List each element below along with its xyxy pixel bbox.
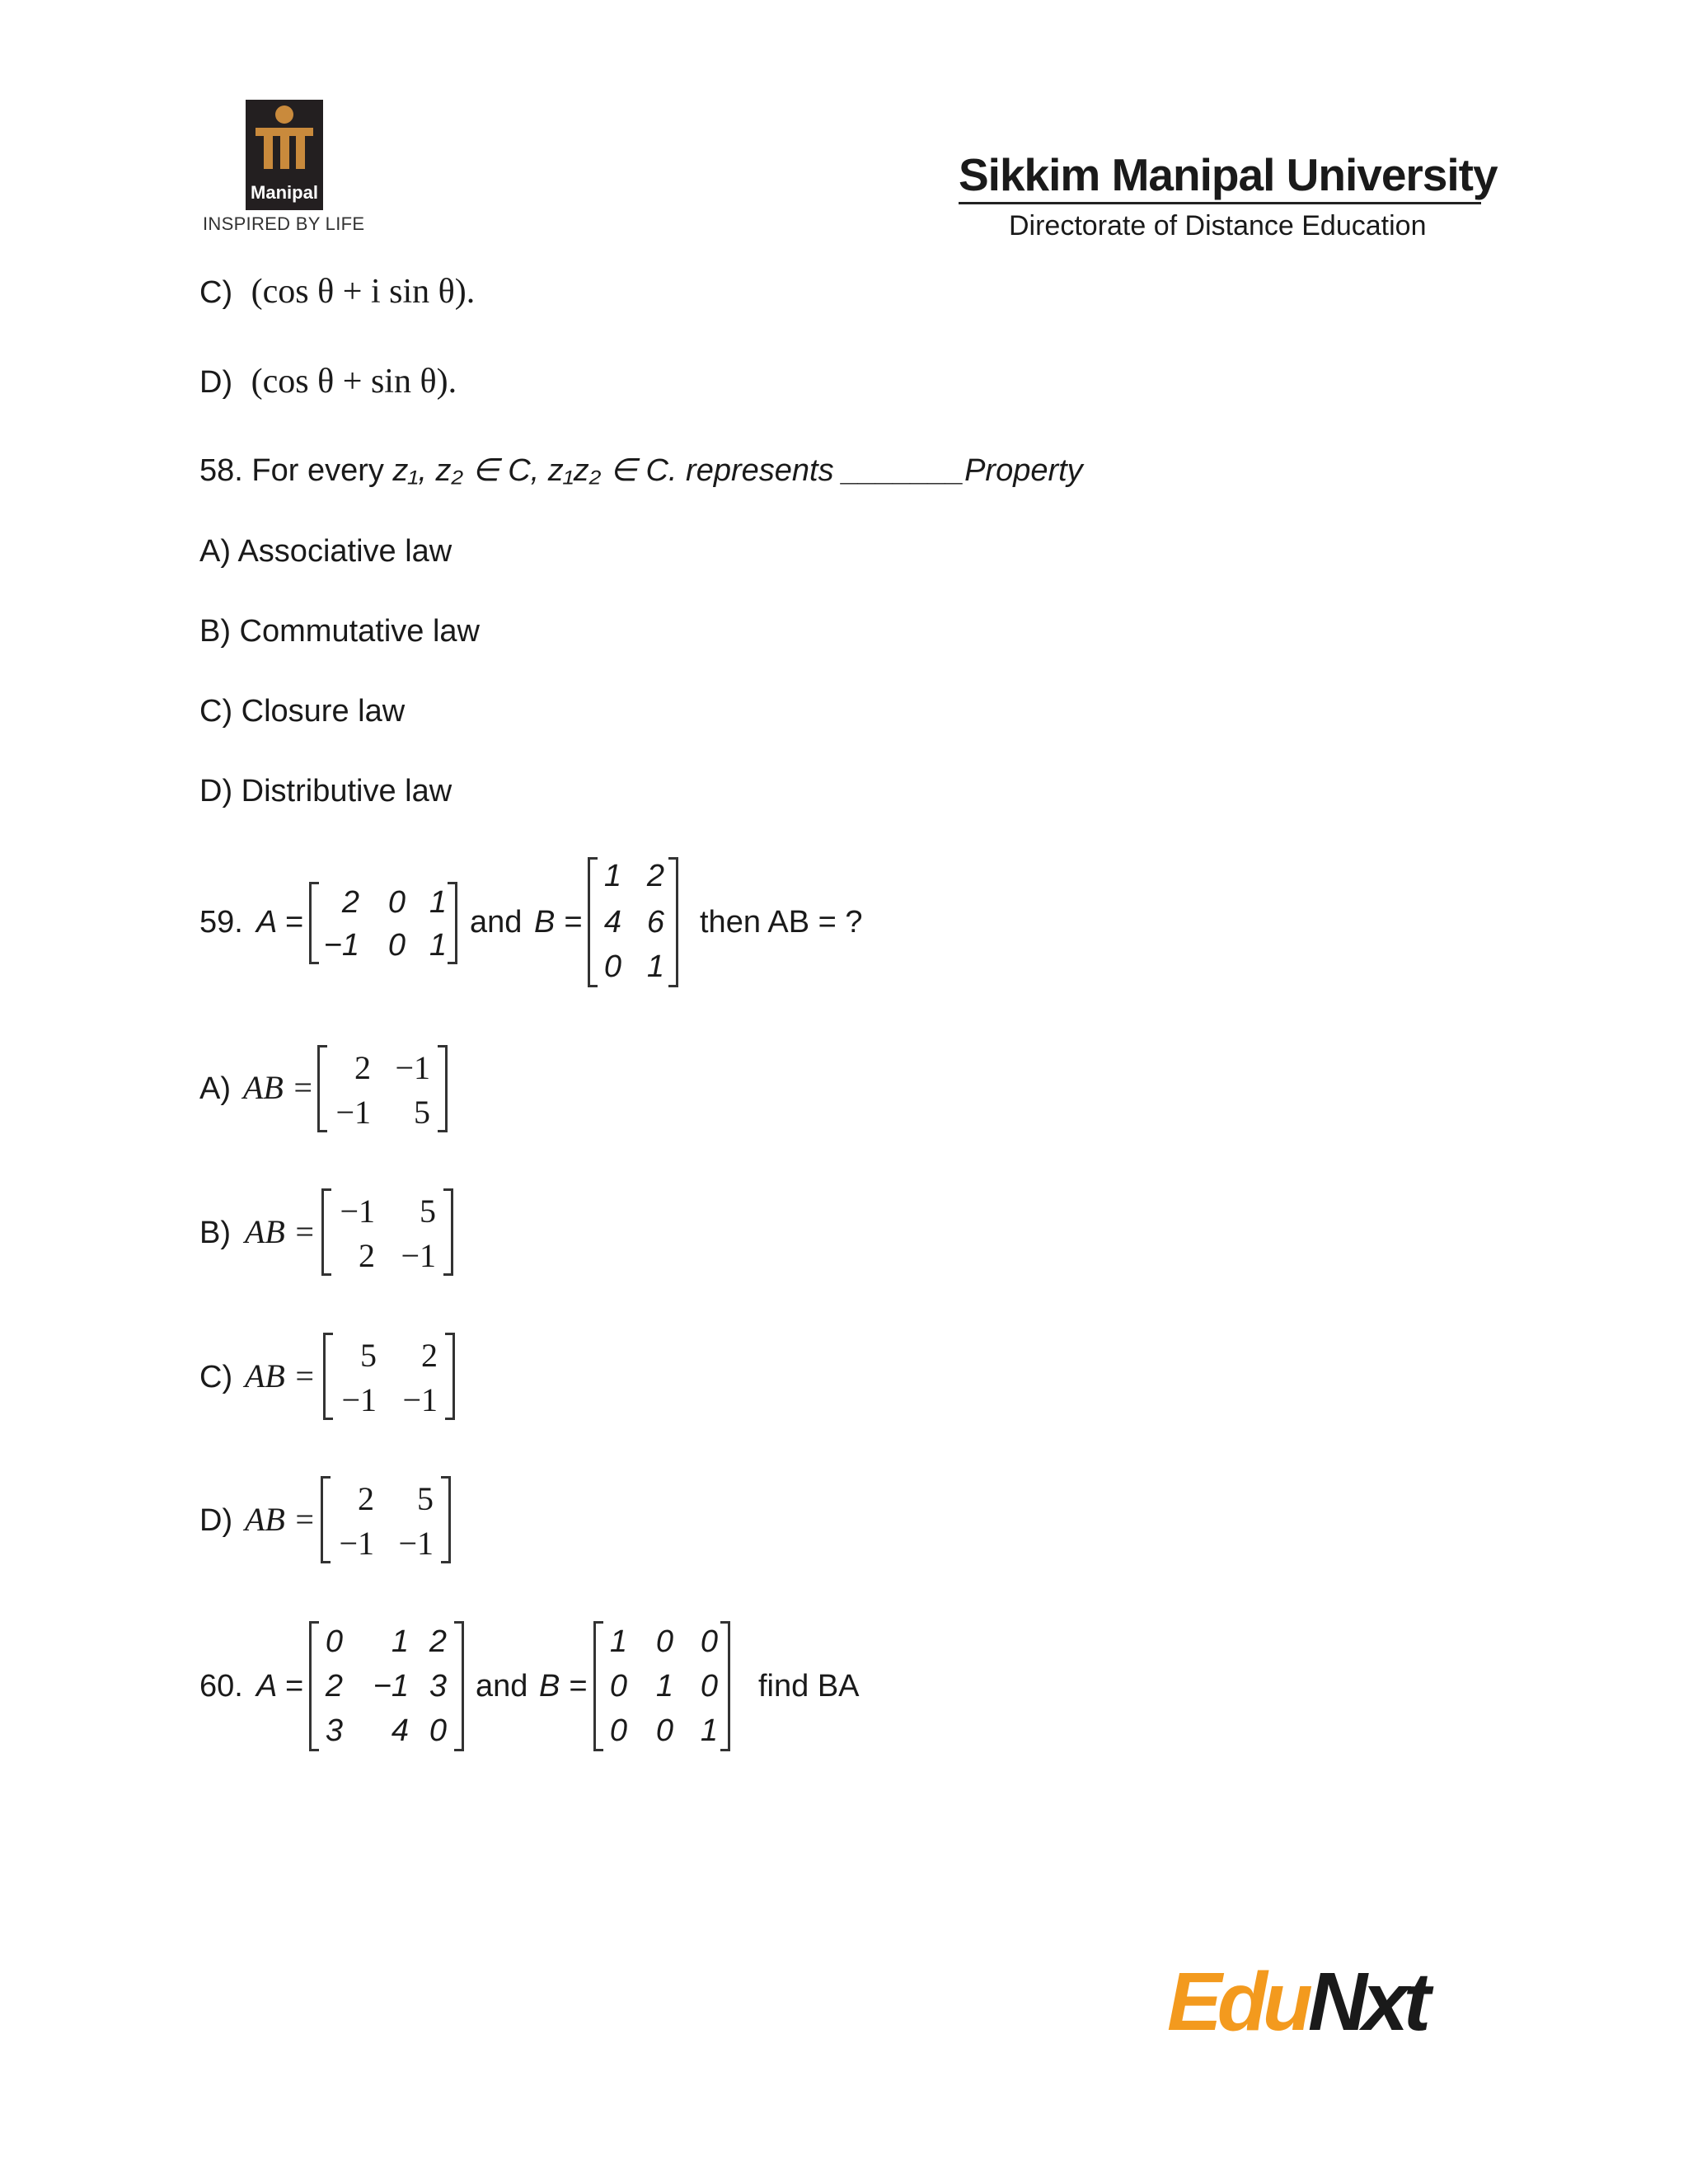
- q58-option-c: C) Closure law: [199, 694, 406, 729]
- q57-option-c-expr: (cos θ + i sin θ).: [251, 273, 476, 311]
- matrix-cell: 1: [429, 928, 447, 963]
- matrix-cell: 1: [646, 949, 664, 984]
- matrix-cell: 0: [609, 1669, 627, 1704]
- q59-option-b-lhs: AB =: [245, 1213, 316, 1250]
- q58-question: 58. For every z₁, z₂ ∈ C, z₁z₂ ∈ C. represents _______Property: [199, 453, 1083, 488]
- q59-and: and: [470, 905, 523, 940]
- matrix-cell: 0: [655, 1624, 673, 1659]
- q60-matrix-b: [593, 1621, 730, 1751]
- matrix-cell: 0: [325, 1624, 343, 1659]
- manipal-emblem-icon: [246, 100, 323, 182]
- q59-b-label: B =: [534, 905, 583, 940]
- q59-option-c-label: C): [199, 1360, 233, 1394]
- matrix-cell: 2: [646, 859, 664, 893]
- university-title: Sikkim Manipal University: [959, 149, 1498, 200]
- q58-option-a: A) Associative law: [199, 534, 452, 569]
- q59-option-a-label: A): [199, 1071, 231, 1106]
- q60-matrix-a: [309, 1621, 464, 1751]
- q60-and: and: [476, 1669, 528, 1704]
- matrix-cell: 0: [603, 949, 621, 984]
- q59-option-d-label: D): [199, 1503, 233, 1538]
- matrix-cell: 5: [417, 1480, 434, 1517]
- matrix-cell: 2: [358, 1480, 374, 1517]
- matrix-cell: 1: [391, 1624, 409, 1659]
- q59-option-a-lhs: AB =: [243, 1069, 314, 1106]
- q59-matrix-b: [588, 857, 678, 987]
- q59-option-d-lhs: AB =: [245, 1501, 316, 1538]
- q59-option-b-label: B): [199, 1216, 231, 1250]
- matrix-cell: 6: [646, 905, 664, 940]
- matrix-cell: −1: [339, 1525, 374, 1562]
- matrix-cell: 5: [360, 1337, 377, 1374]
- edunext-logo-part2: Nxt: [1307, 1956, 1427, 2048]
- matrix-cell: −1: [341, 1381, 377, 1418]
- q57-option-d-expr: (cos θ + sin θ).: [251, 363, 457, 401]
- q60-b-label: B =: [539, 1669, 588, 1704]
- q58-option-b: B) Commutative law: [199, 614, 480, 649]
- q59-option-c-lhs: AB =: [245, 1357, 316, 1394]
- matrix-cell: 3: [325, 1713, 343, 1748]
- q59-matrix-a: [309, 882, 457, 964]
- q60-a-label: A =: [256, 1669, 303, 1704]
- manipal-logo: [246, 100, 323, 210]
- matrix-cell: 2: [325, 1669, 343, 1704]
- matrix-cell: 2: [341, 885, 359, 920]
- matrix-cell: −1: [340, 1193, 375, 1230]
- matrix-cell: −1: [401, 1237, 436, 1274]
- q60-number: 60.: [199, 1669, 243, 1704]
- edunext-logo-part1: Edu: [1167, 1956, 1308, 2048]
- q58-math: z₁, z₂ ∈ C, z₁z₂ ∈ C. represents _______Property: [392, 453, 1083, 488]
- header-divider: [959, 202, 1481, 204]
- matrix-cell: −1: [398, 1525, 434, 1562]
- q59-a-label: A =: [256, 905, 303, 940]
- edunext-logo: [1167, 1955, 1426, 2050]
- matrix-cell: 4: [603, 905, 621, 940]
- matrix-cell: 5: [414, 1094, 430, 1131]
- q60-tail: find BA: [758, 1669, 860, 1704]
- matrix-cell: 1: [609, 1624, 627, 1659]
- matrix-cell: −1: [323, 928, 359, 963]
- matrix-cell: 2: [421, 1337, 438, 1374]
- q59-option-d-matrix: [321, 1476, 451, 1563]
- matrix-cell: 0: [700, 1624, 718, 1659]
- matrix-cell: 0: [429, 1713, 447, 1748]
- matrix-cell: 0: [609, 1713, 627, 1748]
- matrix-cell: 1: [429, 885, 447, 920]
- directorate-subtitle: Directorate of Distance Education: [1009, 210, 1427, 241]
- matrix-cell: 2: [429, 1624, 447, 1659]
- q57-option-c: C) (cos θ + i sin θ).: [199, 273, 476, 311]
- matrix-cell: −1: [335, 1094, 371, 1131]
- matrix-cell: −1: [402, 1381, 438, 1418]
- matrix-cell: 4: [391, 1713, 409, 1748]
- matrix-cell: 0: [700, 1669, 718, 1704]
- matrix-cell: −1: [395, 1049, 430, 1086]
- matrix-cell: 3: [429, 1669, 447, 1704]
- q59-option-a-matrix: [317, 1045, 448, 1132]
- q57-option-d: D) (cos θ + sin θ).: [199, 363, 457, 401]
- matrix-cell: 5: [420, 1193, 436, 1230]
- q59-number: 59.: [199, 905, 243, 940]
- matrix-cell: 0: [387, 928, 406, 963]
- matrix-cell: 0: [387, 885, 406, 920]
- q59-option-c-matrix: [323, 1333, 455, 1420]
- matrix-cell: 2: [354, 1049, 371, 1086]
- matrix-cell: 1: [655, 1669, 673, 1704]
- logo-tagline: INSPIRED BY LIFE: [203, 213, 365, 234]
- matrix-cell: 0: [655, 1713, 673, 1748]
- q59-option-b-matrix: [321, 1188, 453, 1276]
- matrix-cell: 1: [700, 1713, 718, 1748]
- matrix-cell: 1: [603, 859, 621, 893]
- q58-option-d: D) Distributive law: [199, 774, 452, 808]
- matrix-cell: −1: [373, 1669, 409, 1704]
- logo-word: Manipal: [251, 182, 318, 203]
- matrix-cell: 2: [359, 1237, 375, 1274]
- q59-tail: then AB = ?: [700, 905, 863, 940]
